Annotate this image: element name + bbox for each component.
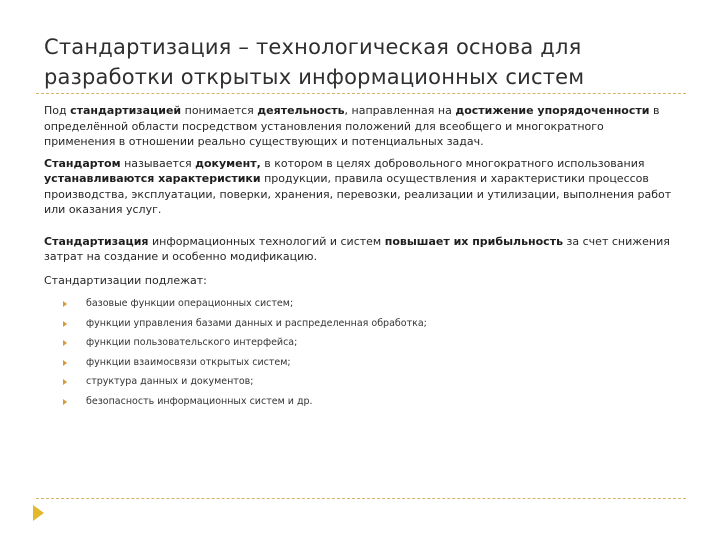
bold-term: деятельность [257,104,345,117]
list-item [44,372,674,392]
bold-term: Стандартизация [44,234,149,248]
text-segment: в котором в целях добровольного многократного использования [260,156,645,170]
list-item [44,294,674,314]
list-item-text: структура данных и документов; [86,376,254,387]
title-divider [36,93,686,94]
list-item-text: функции взаимосвязи открытых систем; [86,356,291,368]
list-item [44,314,674,334]
list-item-text: функции управления базами данных и распределенная обработка; [86,317,427,329]
list-item-text: безопасность информационных систем и др. [86,395,313,407]
slide-title: Стандартизация – технологическая основа для разработки открытых информационных систем [44,35,585,89]
text-segment: понимается [181,104,258,117]
list-intro: Стандартизации подлежат: [44,273,207,287]
text-segment: в определённой области посредством установления положений для всеобщего и многократного применения в отношении реально существующих и потенциальных задач. [44,104,660,148]
text-segment: , направленная на [344,104,456,117]
list-item [44,392,674,412]
text-segment: информационных технологий и систем [148,234,385,248]
text-segment: Под [44,104,71,117]
text-segment: за счет снижения затрат на создание и особенно модификацию. [44,234,670,263]
list-item [44,353,674,373]
slide-body [44,103,674,411]
standardization-subjects-list [44,294,674,411]
bold-term: повышает их прибыльность [384,234,564,248]
triangle-bullet-icon [63,340,67,346]
list-item-text: базовые функции операционных систем; [86,298,294,309]
profitability-paragraph [44,234,674,265]
next-arrow-icon[interactable] [33,505,44,521]
list-item-text: функции пользовательского интерфейса; [86,337,298,348]
triangle-bullet-icon [63,321,67,327]
bold-term: документ, [195,156,261,170]
triangle-bullet-icon [63,301,67,307]
bold-term: Стандартом [44,156,121,170]
triangle-bullet-icon [63,360,67,366]
definition-standardization [44,103,674,150]
bold-term: стандартизацией [70,104,182,117]
bold-term: устанавливаются характеристики [44,172,261,185]
triangle-bullet-icon [63,399,67,405]
list-item [44,333,674,353]
footer-divider [36,498,686,499]
definition-standard [44,156,674,218]
bold-term: достижение упорядоченности [455,104,650,117]
triangle-bullet-icon [63,379,67,385]
text-segment: называется [120,156,196,170]
text-segment: продукции, правила осуществления и характеристики процессов производства, эксплуатации, поверки, хранения, перевозки, реализации и утилизации, выполнения работ или оказания услуг. [44,172,672,216]
